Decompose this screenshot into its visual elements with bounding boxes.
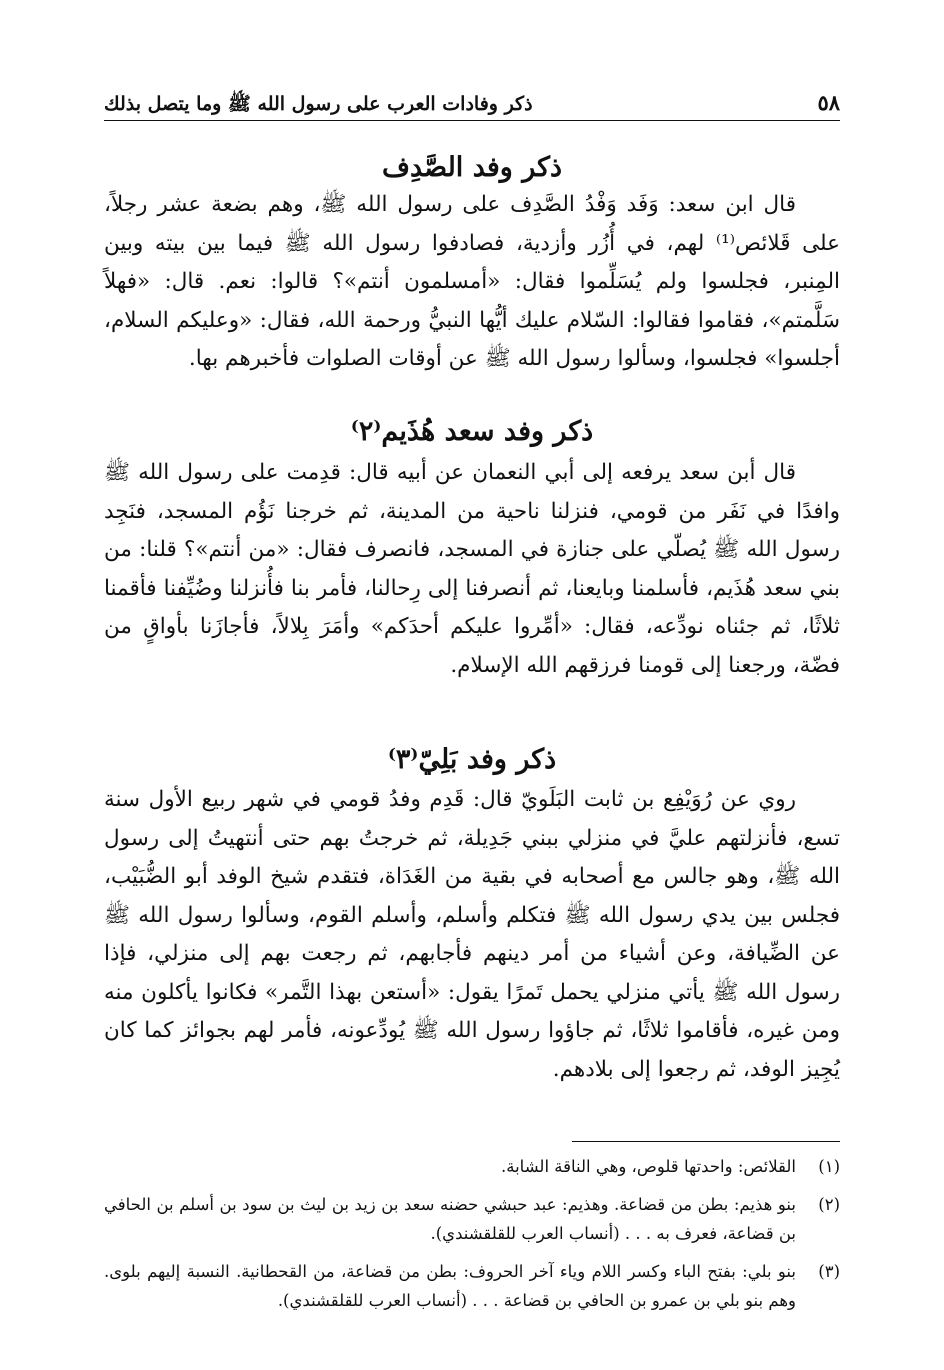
section-body-sadif: قال ابن سعد: وَفَد وَفْدُ الصَّدِف على رسول الله ﷺ، وهم بضعة عشر رجلاً، على قَلائص⁽¹⁾ لهم، في أُزُر وأزدية، فصادفوا رسول الله ﷺ فيما بين بيته وبين المِنبر، فجلسوا ولم يُسَلِّموا فقال: «أمسلمون أنتم»؟ قالوا: نعم. قال: «فهلاً سَلَّمتم»، فقاموا فقالوا: السّلام عليك أيُّها النبيُّ ورحمة الله، فقال: «وعليكم السلام، أجلسوا» فجلسوا، وسألوا رسول الله ﷺ عن أوقات الصلوات فأخبرهم بها.: [104, 192, 840, 371]
footnote-number: (٢): [818, 1195, 840, 1214]
running-title: ذكر وفادات العرب على رسول الله ﷺ وما يتصل بذلك: [104, 93, 533, 115]
footnote-3: [104, 1257, 840, 1315]
footnote-text: بنو هذيم: بطن من قضاعة. وهذيم: عبد حبشي حضنه سعد بن زيد بن ليث بن سود بن أسلم بن الحافي بن قضاعة، فعرف به . . . (أنساب العرب للقلقشندي).: [104, 1195, 796, 1243]
footnote-number: (٣): [818, 1262, 840, 1281]
section-heading-sadif: ذكر وفد الصَّدِف: [382, 152, 562, 183]
section-heading-saad-hudhaym: ذكر وفد سعد هُذَيم⁽٢⁾: [350, 416, 594, 447]
footnote-text: بنو بلي: بفتح الباء وكسر اللام وياء آخر الحروف: بطن من قضاعة، من القحطانية. النسبة إليهم بلوى. وهم بنو بلي بن عمرو بن الحافي بن قضاعة . . . (أنساب العرب للقلقشندي).: [104, 1262, 796, 1310]
footnote-number: (١): [818, 1157, 840, 1176]
footnote-2: [104, 1190, 840, 1248]
page-number: ٥٨: [817, 90, 840, 115]
book-page: [104, 0, 840, 1370]
running-header: [104, 84, 840, 121]
footnote-1: [104, 1152, 840, 1181]
section-body-saad-hudhaym: قال أبن سعد يرفعه إلى أبي النعمان عن أبيه قال: قدِمت على رسول الله ﷺ وافدًا في نَفَر من قومي، فنزلنا ناحية من المدينة، ثم خرجنا نَؤُم المسجد، فنَجِد رسول الله ﷺ يُصلّي على جنازة في المسجد، فانصرف فقال: «من أنتم»؟ قلنا: من بني سعد هُذَيم، فأسلمنا وبايعنا، ثم أنصرفنا إلى رِحالنا، فأمر بنا فأُنزلنا وضُيِّفنا فأقمنا ثلاثًا، ثم جئناه نودِّعه، فقال: «أمِّروا عليكم أحدَكم» وأمَرَ بِلالاً، فأجازَنا بأواقٍ من فضّة، ورجعنا إلى قومنا فرزقهم الله الإسلام.: [104, 460, 840, 678]
footnote-text: القلائص: واحدتها قلوص، وهي الناقة الشابة.: [501, 1157, 796, 1176]
section-body-bali: روي عن رُوَيْفِع بن ثابت البَلَويّ قال: قَدِم وفدُ قومي في شهر ربيع الأول سنة تسع، فأنزلتهم عليَّ في منزلي ببني جَدِيلة، ثم خرجتُ بهم حتى أنتهيتُ إلى رسول الله ﷺ، وهو جالس مع أصحابه في بقية من الغَدَاة، فتقدم شيخ الوفد أبو الضُّبَيْب، فجلس بين يدي رسول الله ﷺ فتكلم وأسلم، وأسلم القوم، وسألوا رسول الله ﷺ عن الضِّيافة، وعن أشياء من أمر دينهم فأجابهم، ثم رجعت بهم إلى منزلي، فإذا رسول الله ﷺ يأتي منزلي يحمل تَمرًا يقول: «أستعن بهذا التَّمر» فكانوا يأكلون منه ومن غيره، فأقاموا ثلاثًا، ثم جاؤوا رسول الله ﷺ يُودِّعونه، فأمر لهم بجوائز كما كان يُجِيز الوفد، ثم رجعوا إلى بلادهم.: [104, 787, 840, 1082]
footnote-separator: [572, 1141, 840, 1142]
section-heading-bali: ذكر وفد بَلِيّ⁽٣⁾: [387, 744, 557, 775]
